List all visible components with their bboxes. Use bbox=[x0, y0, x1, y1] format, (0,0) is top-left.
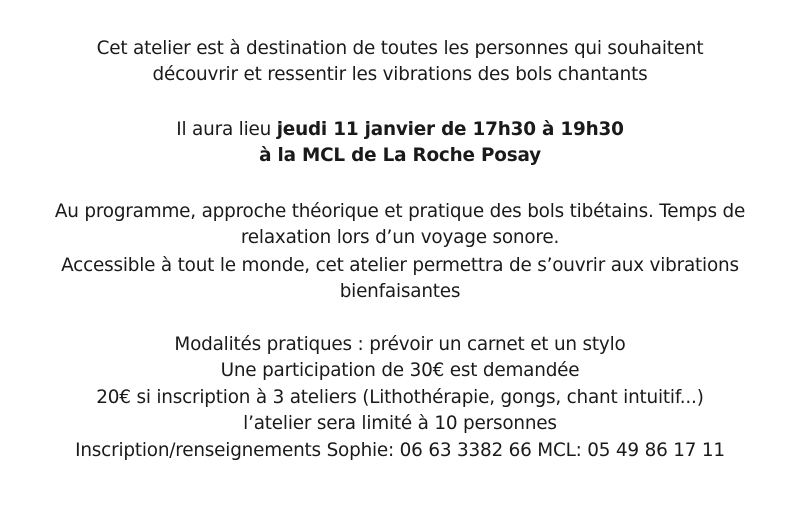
practical-line-1: Modalités pratiques : prévoir un carnet et un stylo bbox=[174, 334, 626, 355]
event-date-prefix: Il aura lieu bbox=[176, 119, 277, 140]
practical-line-4: l’atelier sera limité à 10 personnes bbox=[243, 413, 557, 434]
event-location: à la MCL de La Roche Posay bbox=[259, 145, 541, 166]
program-line-3: Accessible à tout le monde, cet atelier permettra de s’ouvrir aux vibrations bbox=[61, 255, 739, 276]
program-line-1: Au programme, approche théorique et pratique des bols tibétains. Temps de bbox=[54, 201, 746, 222]
event-date-line bbox=[0, 117, 800, 143]
practical-line-3: 20€ si inscription à 3 ateliers (Lithothérapie, gongs, chant intuitif...) bbox=[96, 387, 704, 408]
intro-line-2: découvrir et ressentir les vibrations des bols chantants bbox=[152, 64, 648, 85]
event-date: jeudi 11 janvier de 17h30 à 19h30 bbox=[276, 119, 624, 140]
intro-line-1: Cet atelier est à destination de toutes les personnes qui souhaitent bbox=[96, 38, 704, 59]
program-line-4: bienfaisantes bbox=[339, 281, 461, 302]
practical-line-2: Une participation de 30€ est demandée bbox=[220, 360, 580, 381]
program-line-2: relaxation lors d’un voyage sonore. bbox=[240, 227, 560, 248]
contact-line: Inscription/renseignements Sophie: 06 63 3382 66 MCL: 05 49 86 17 11 bbox=[75, 440, 725, 461]
